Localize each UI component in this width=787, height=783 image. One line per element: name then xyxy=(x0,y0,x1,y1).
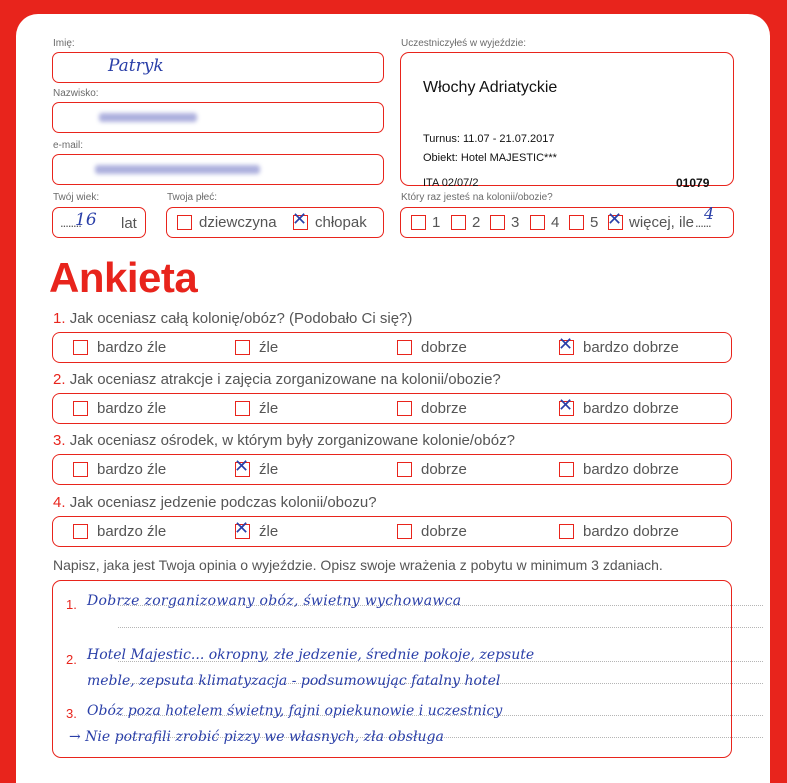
times-label: Który raz jesteś na kolonii/obozie? xyxy=(401,192,553,203)
checkbox-q1-option-3[interactable] xyxy=(397,340,412,355)
times-more-value: 4 xyxy=(704,204,715,223)
question-number: 2. xyxy=(53,371,66,388)
rating-option-label: dobrze xyxy=(421,461,467,478)
times-more-label: więcej, ile xyxy=(629,214,695,231)
checkbox-q1-option-2[interactable] xyxy=(235,340,250,355)
rating-option-label: źle xyxy=(259,461,279,478)
question-3-answers xyxy=(52,454,732,485)
checkbox-q4-option-4[interactable] xyxy=(559,524,574,539)
age-field[interactable] xyxy=(52,207,146,238)
checkbox-q4-option-2[interactable] xyxy=(234,518,250,539)
rating-option-label: źle xyxy=(259,523,279,540)
checkbox-chlopak[interactable] xyxy=(292,209,308,230)
trip-turnus: Turnus: 11.07 - 21.07.2017 xyxy=(423,133,555,145)
times-dots: ...... xyxy=(695,215,711,230)
redacted-email xyxy=(95,165,260,174)
opinion-line-3: meble, zepsuta klimatyzacja - podsumowując fatalny hotel xyxy=(87,673,501,689)
rating-option-label: bardzo źle xyxy=(97,523,167,540)
gender-option-girl: dziewczyna xyxy=(199,214,277,231)
last-name-label: Nazwisko: xyxy=(53,88,99,99)
question-label: Jak oceniasz jedzenie podczas kolonii/obozu? xyxy=(69,494,377,511)
check-mark-icon: ✕ xyxy=(234,518,250,539)
survey-form xyxy=(16,14,770,783)
opinion-prompt: Napisz, jaka jest Twoja opinia o wyjeździe. Opisz swoje wrażenia z pobytu w minimum 3 zdaniach. xyxy=(53,557,663,573)
gender-label: Twoja płeć: xyxy=(167,192,218,203)
times-option-4: 4 xyxy=(551,214,560,231)
question-label: Jak oceniasz całą kolonię/obóz? (Podobało Ci się?) xyxy=(69,310,413,327)
rating-option-label: bardzo źle xyxy=(97,461,167,478)
question-number: 3. xyxy=(53,432,66,449)
opinion-line-2: Hotel Majestic... okropny, złe jedzenie, średnie pokoje, zepsute xyxy=(87,647,535,663)
question-1-text xyxy=(53,310,412,327)
checkbox-times-3[interactable] xyxy=(490,215,505,230)
times-field xyxy=(400,204,734,238)
last-name-field[interactable] xyxy=(52,102,384,133)
checkbox-q4-option-1[interactable] xyxy=(73,524,88,539)
checkbox-q1-option-4[interactable] xyxy=(558,334,574,355)
first-name-value: Patryk xyxy=(108,56,164,76)
opinion-box[interactable] xyxy=(52,580,732,758)
opinion-number-3: 3. xyxy=(66,706,77,721)
rating-option-label: bardzo dobrze xyxy=(583,523,679,540)
check-mark-icon: ✕ xyxy=(558,395,574,416)
age-label: Twój wiek: xyxy=(53,192,100,203)
opinion-number-2: 2. xyxy=(66,652,77,667)
page-title: Ankieta xyxy=(49,254,198,301)
trip-label: Uczestniczyłeś w wyjeździe: xyxy=(401,38,527,49)
age-unit: lat xyxy=(121,215,137,232)
times-option-1: 1 xyxy=(432,214,441,231)
question-2-text xyxy=(53,371,501,388)
trip-object: Obiekt: Hotel MAJESTIC*** xyxy=(423,152,557,164)
rating-option-label: bardzo dobrze xyxy=(583,461,679,478)
trip-number: 01079 xyxy=(676,176,710,190)
checkbox-dziewczyna[interactable] xyxy=(177,215,192,230)
trip-name: Włochy Adriatyckie xyxy=(423,79,558,96)
checkbox-times-2[interactable] xyxy=(451,215,466,230)
question-1-answers xyxy=(52,332,732,363)
checkbox-q2-option-3[interactable] xyxy=(397,401,412,416)
rating-option-label: bardzo dobrze xyxy=(583,400,679,417)
first-name-label: Imię: xyxy=(53,38,75,49)
rating-option-label: dobrze xyxy=(421,400,467,417)
opinion-number-1: 1. xyxy=(66,597,77,612)
checkbox-times-1[interactable] xyxy=(411,215,426,230)
rating-option-label: bardzo dobrze xyxy=(583,339,679,356)
times-option-2: 2 xyxy=(472,214,481,231)
checkbox-q3-option-3[interactable] xyxy=(397,462,412,477)
check-mark-icon: ✕ xyxy=(607,209,623,230)
checkbox-q2-option-1[interactable] xyxy=(73,401,88,416)
trip-info-box xyxy=(400,52,734,190)
opinion-line-5: → Nie potrafili zrobić pizzy we własnych, zła obsługa xyxy=(69,729,444,745)
gender-option-boy: chłopak xyxy=(315,214,367,231)
rating-option-label: źle xyxy=(259,339,279,356)
email-field[interactable] xyxy=(52,154,384,185)
checkbox-times-more[interactable] xyxy=(607,209,623,230)
checkbox-q1-option-1[interactable] xyxy=(73,340,88,355)
rating-option-label: dobrze xyxy=(421,523,467,540)
checkbox-q3-option-1[interactable] xyxy=(73,462,88,477)
checkbox-times-4[interactable] xyxy=(530,215,545,230)
rating-option-label: bardzo źle xyxy=(97,339,167,356)
question-number: 1. xyxy=(53,310,66,327)
check-mark-icon: ✕ xyxy=(558,334,574,355)
question-2-answers xyxy=(52,393,732,424)
first-name-field[interactable] xyxy=(52,52,384,83)
question-4-text xyxy=(53,494,377,511)
checkbox-times-5[interactable] xyxy=(569,215,584,230)
rating-option-label: bardzo źle xyxy=(97,400,167,417)
age-dots: ........ xyxy=(60,215,81,230)
dotted-line xyxy=(118,627,763,628)
checkbox-q2-option-2[interactable] xyxy=(235,401,250,416)
rating-option-label: dobrze xyxy=(421,339,467,356)
question-label: Jak oceniasz ośrodek, w którym były zorganizowane kolonie/obóz? xyxy=(69,432,515,449)
question-4-answers xyxy=(52,516,732,547)
times-option-5: 5 xyxy=(590,214,599,231)
times-option-3: 3 xyxy=(511,214,520,231)
checkbox-q4-option-3[interactable] xyxy=(397,524,412,539)
opinion-line-1: Dobrze zorganizowany obóz, świetny wychowawca xyxy=(87,593,462,609)
age-value: 16 xyxy=(75,210,97,230)
rating-option-label: źle xyxy=(259,400,279,417)
question-label: Jak oceniasz atrakcje i zajęcia zorganizowane na kolonii/obozie? xyxy=(69,371,501,388)
opinion-line-4: Obóz poza hotelem świetny, fajni opiekunowie i uczestnicy xyxy=(87,703,503,719)
checkbox-q2-option-4[interactable] xyxy=(558,395,574,416)
question-3-text xyxy=(53,432,515,449)
question-number: 4. xyxy=(53,494,66,511)
redacted-last-name xyxy=(99,113,197,122)
check-mark-icon: ✕ xyxy=(292,209,308,230)
trip-code: ITA 02/07/2 xyxy=(423,177,479,189)
checkbox-q3-option-2[interactable] xyxy=(234,456,250,477)
checkbox-q3-option-4[interactable] xyxy=(559,462,574,477)
email-label: e-mail: xyxy=(53,140,84,151)
check-mark-icon: ✕ xyxy=(234,456,250,477)
gender-field xyxy=(166,207,384,238)
